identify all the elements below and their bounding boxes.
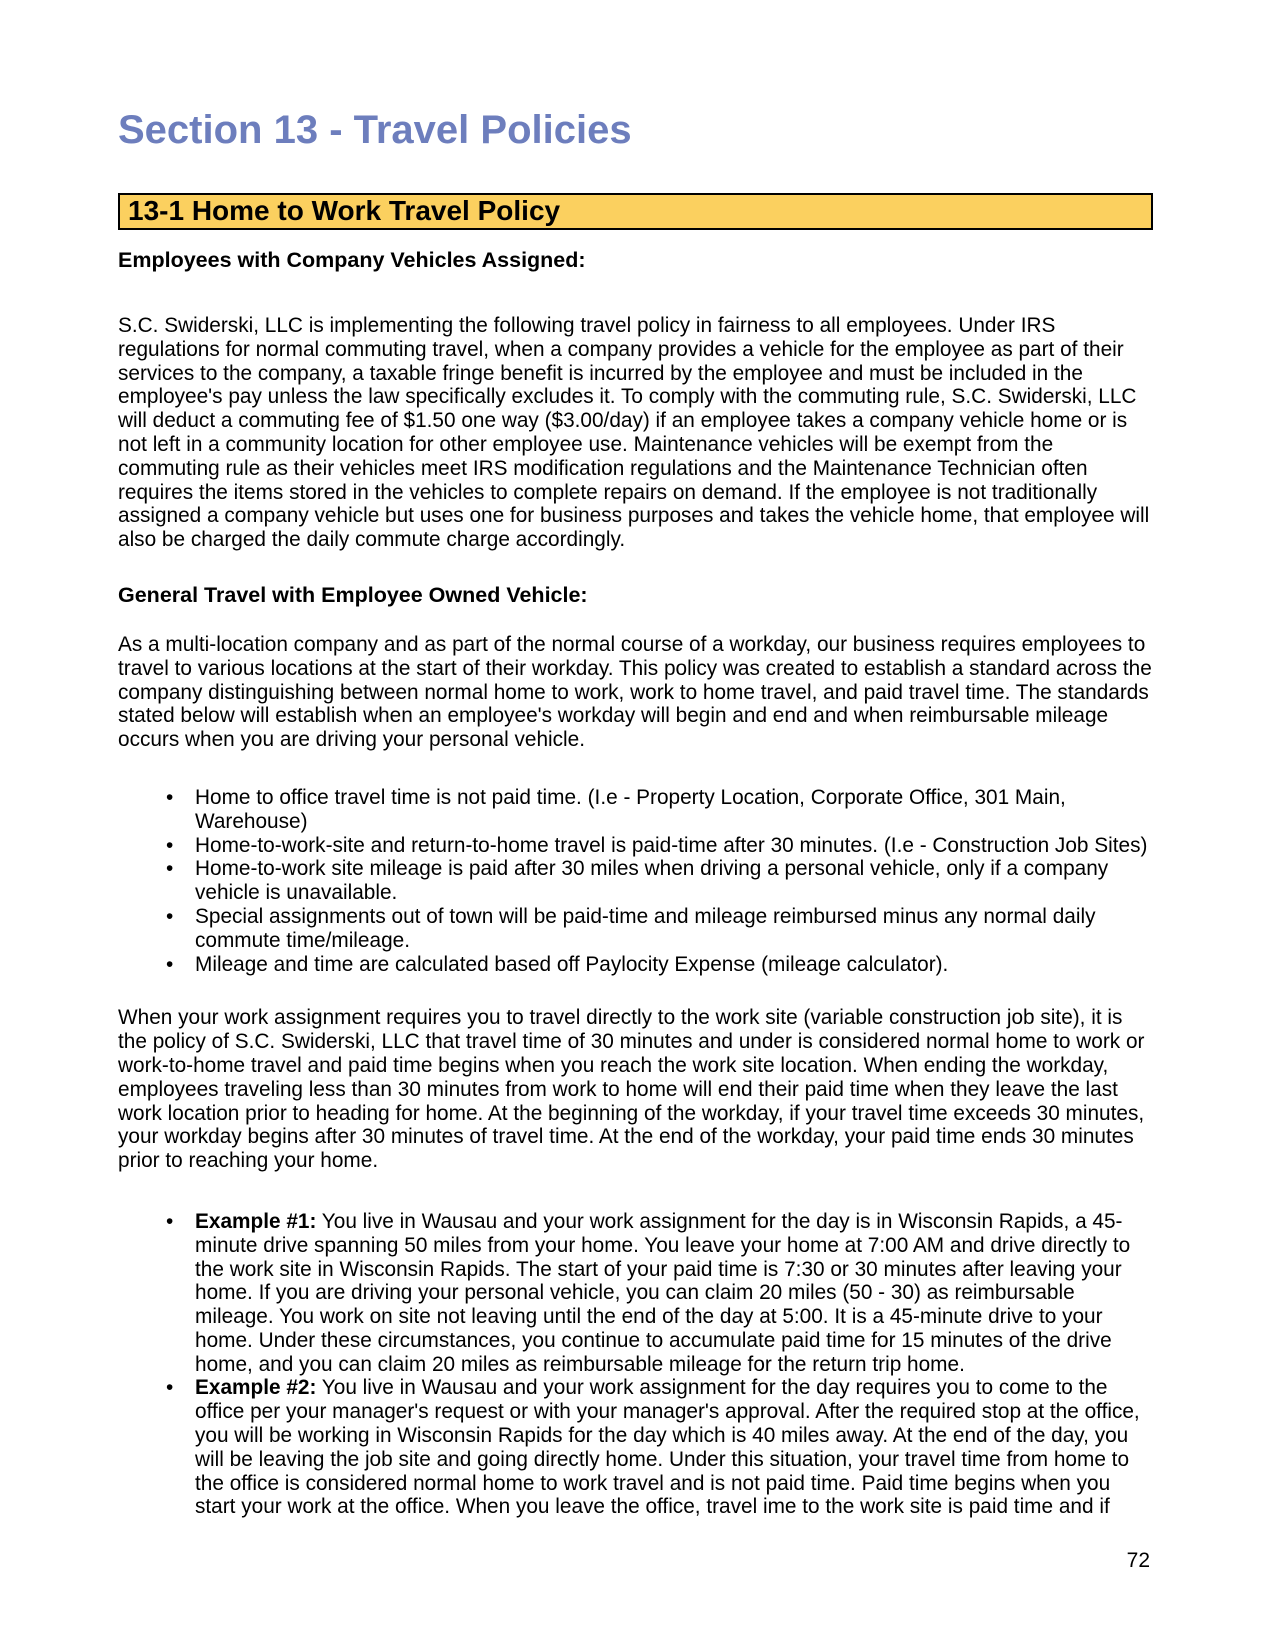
list-item xyxy=(118,953,1153,977)
example-1-label: Example #1: xyxy=(195,1209,317,1233)
travel-rules-list xyxy=(118,786,1153,976)
list-item xyxy=(118,857,1153,905)
paragraph-company-vehicles: S.C. Swiderski, LLC is implementing the following travel policy in fairness to all employees. Under IRS regulations for normal commuting travel, when a company provides a vehicle for the employee as part of their services to the company, a taxable fringe benefit is incurred by the employee and must be included in the employee's pay unless the law specifically excludes it. To comply with the commuting rule, S.C. Swiderski, LLC will deduct a commuting fee of $1.50 one way ($3.00/day) if an employee takes a company vehicle home or is not left in a community location for other employee use. Maintenance vehicles will be exempt from the commuting rule as their vehicles meet IRS modification regulations and the Maintenance Technician often requires the items stored in the vehicles to complete repairs on demand. If the employee is not traditionally assigned a company vehicle but uses one for business purposes and takes the vehicle home, that employee will also be charged the daily commute charge accordingly. xyxy=(118,314,1150,552)
list-item-text: Mileage and time are calculated based off Paylocity Expense (mileage calculator). xyxy=(195,952,949,976)
list-item-example-1 xyxy=(118,1210,1153,1377)
paragraph-work-assignment: When your work assignment requires you to travel directly to the work site (variable construction job site), it is the policy of S.C. Swiderski, LLC that travel time of 30 minutes and under is considered normal home to work or work-to-home travel and paid time begins when you reach the work site location. When ending the workday, employees traveling less than 30 minutes from work to home will end their paid time when they leave the last work location prior to heading for home. At the beginning of the workday, if your travel time exceeds 30 minutes, your workday begins after 30 minutes of travel time. At the end of the workday, your paid time ends 30 minutes prior to reaching your home. xyxy=(118,1006,1145,1173)
example-2-label: Example #2: xyxy=(195,1376,317,1400)
list-item xyxy=(118,834,1153,858)
list-item-text: Home-to-work-site and return-to-home travel is paid-time after 30 minutes. (I.e - Construction Job Sites) xyxy=(195,833,1148,857)
document-content xyxy=(118,107,1153,1519)
example-1-text: You live in Wausau and your work assignment for the day is in Wisconsin Rapids, a 45-minute drive spanning 50 miles from your home. You leave your home at 7:00 AM and drive directly to the work site in Wisconsin Rapids. The start of your paid time is 7:30 or 30 minutes after leaving your home. If you are driving your personal vehicle, you can claim 20 miles (50 - 30) as reimbursable mileage. You work on site not leaving until the end of the day at 5:00. It is a 45-minute drive to your home. Under these circumstances, you continue to accumulate paid time for 15 minutes of the drive home, and you can claim 20 miles as reimbursable mileage for the return trip home. xyxy=(195,1209,1131,1376)
bullet-icon: • xyxy=(166,904,174,928)
subheading-company-vehicles: Employees with Company Vehicles Assigned: xyxy=(118,248,586,272)
policy-heading: 13-1 Home to Work Travel Policy xyxy=(128,195,561,226)
page-number: 72 xyxy=(1126,1549,1150,1572)
list-item-text: Home to office travel time is not paid time. (I.e - Property Location, Corporate Office, 301 Main, Warehouse) xyxy=(195,785,1066,833)
list-item-text: Special assignments out of town will be paid-time and mileage reimbursed minus any normal daily commute time/mileage. xyxy=(195,904,1096,952)
paragraph-general-travel: As a multi-location company and as part of the normal course of a workday, our business requires employees to travel to various locations at the start of their workday. This policy was created to establish a standard across the company distinguishing between normal home to work, work to home travel, and paid travel time. The standards stated below will establish when an employee's workday will begin and end and when reimbursable mileage occurs when you are driving your personal vehicle. xyxy=(118,632,1152,752)
subheading-general-travel: General Travel with Employee Owned Vehicle: xyxy=(118,582,588,607)
list-item-example-2 xyxy=(118,1376,1153,1519)
bullet-icon: • xyxy=(166,1209,174,1233)
bullet-icon: • xyxy=(166,785,174,809)
list-item xyxy=(118,786,1153,834)
bullet-icon: • xyxy=(166,857,174,881)
bullet-icon: • xyxy=(166,1376,174,1400)
bullet-icon: • xyxy=(166,952,174,976)
list-item xyxy=(118,905,1153,953)
example-2-text: You live in Wausau and your work assignment for the day requires you to come to the office per your manager's request or with your manager's approval. After the required stop at the office, you will be working in Wisconsin Rapids for the day which is 40 miles away. At the end of the day, you will be leaving the job site and going directly home. Under this situation, your travel time from home to the office is considered normal home to work travel and is not paid time. Paid time begins when you start your work at the office. When you leave the office, travel ime to the work site is paid time and if xyxy=(195,1376,1140,1519)
policy-heading-band xyxy=(118,193,1153,230)
section-title: Section 13 - Travel Policies xyxy=(118,108,632,152)
list-item-text: Home-to-work site mileage is paid after 30 miles when driving a personal vehicle, only if a company vehicle is unavailable. xyxy=(195,857,1109,905)
examples-list xyxy=(118,1210,1153,1519)
bullet-icon: • xyxy=(166,833,174,857)
